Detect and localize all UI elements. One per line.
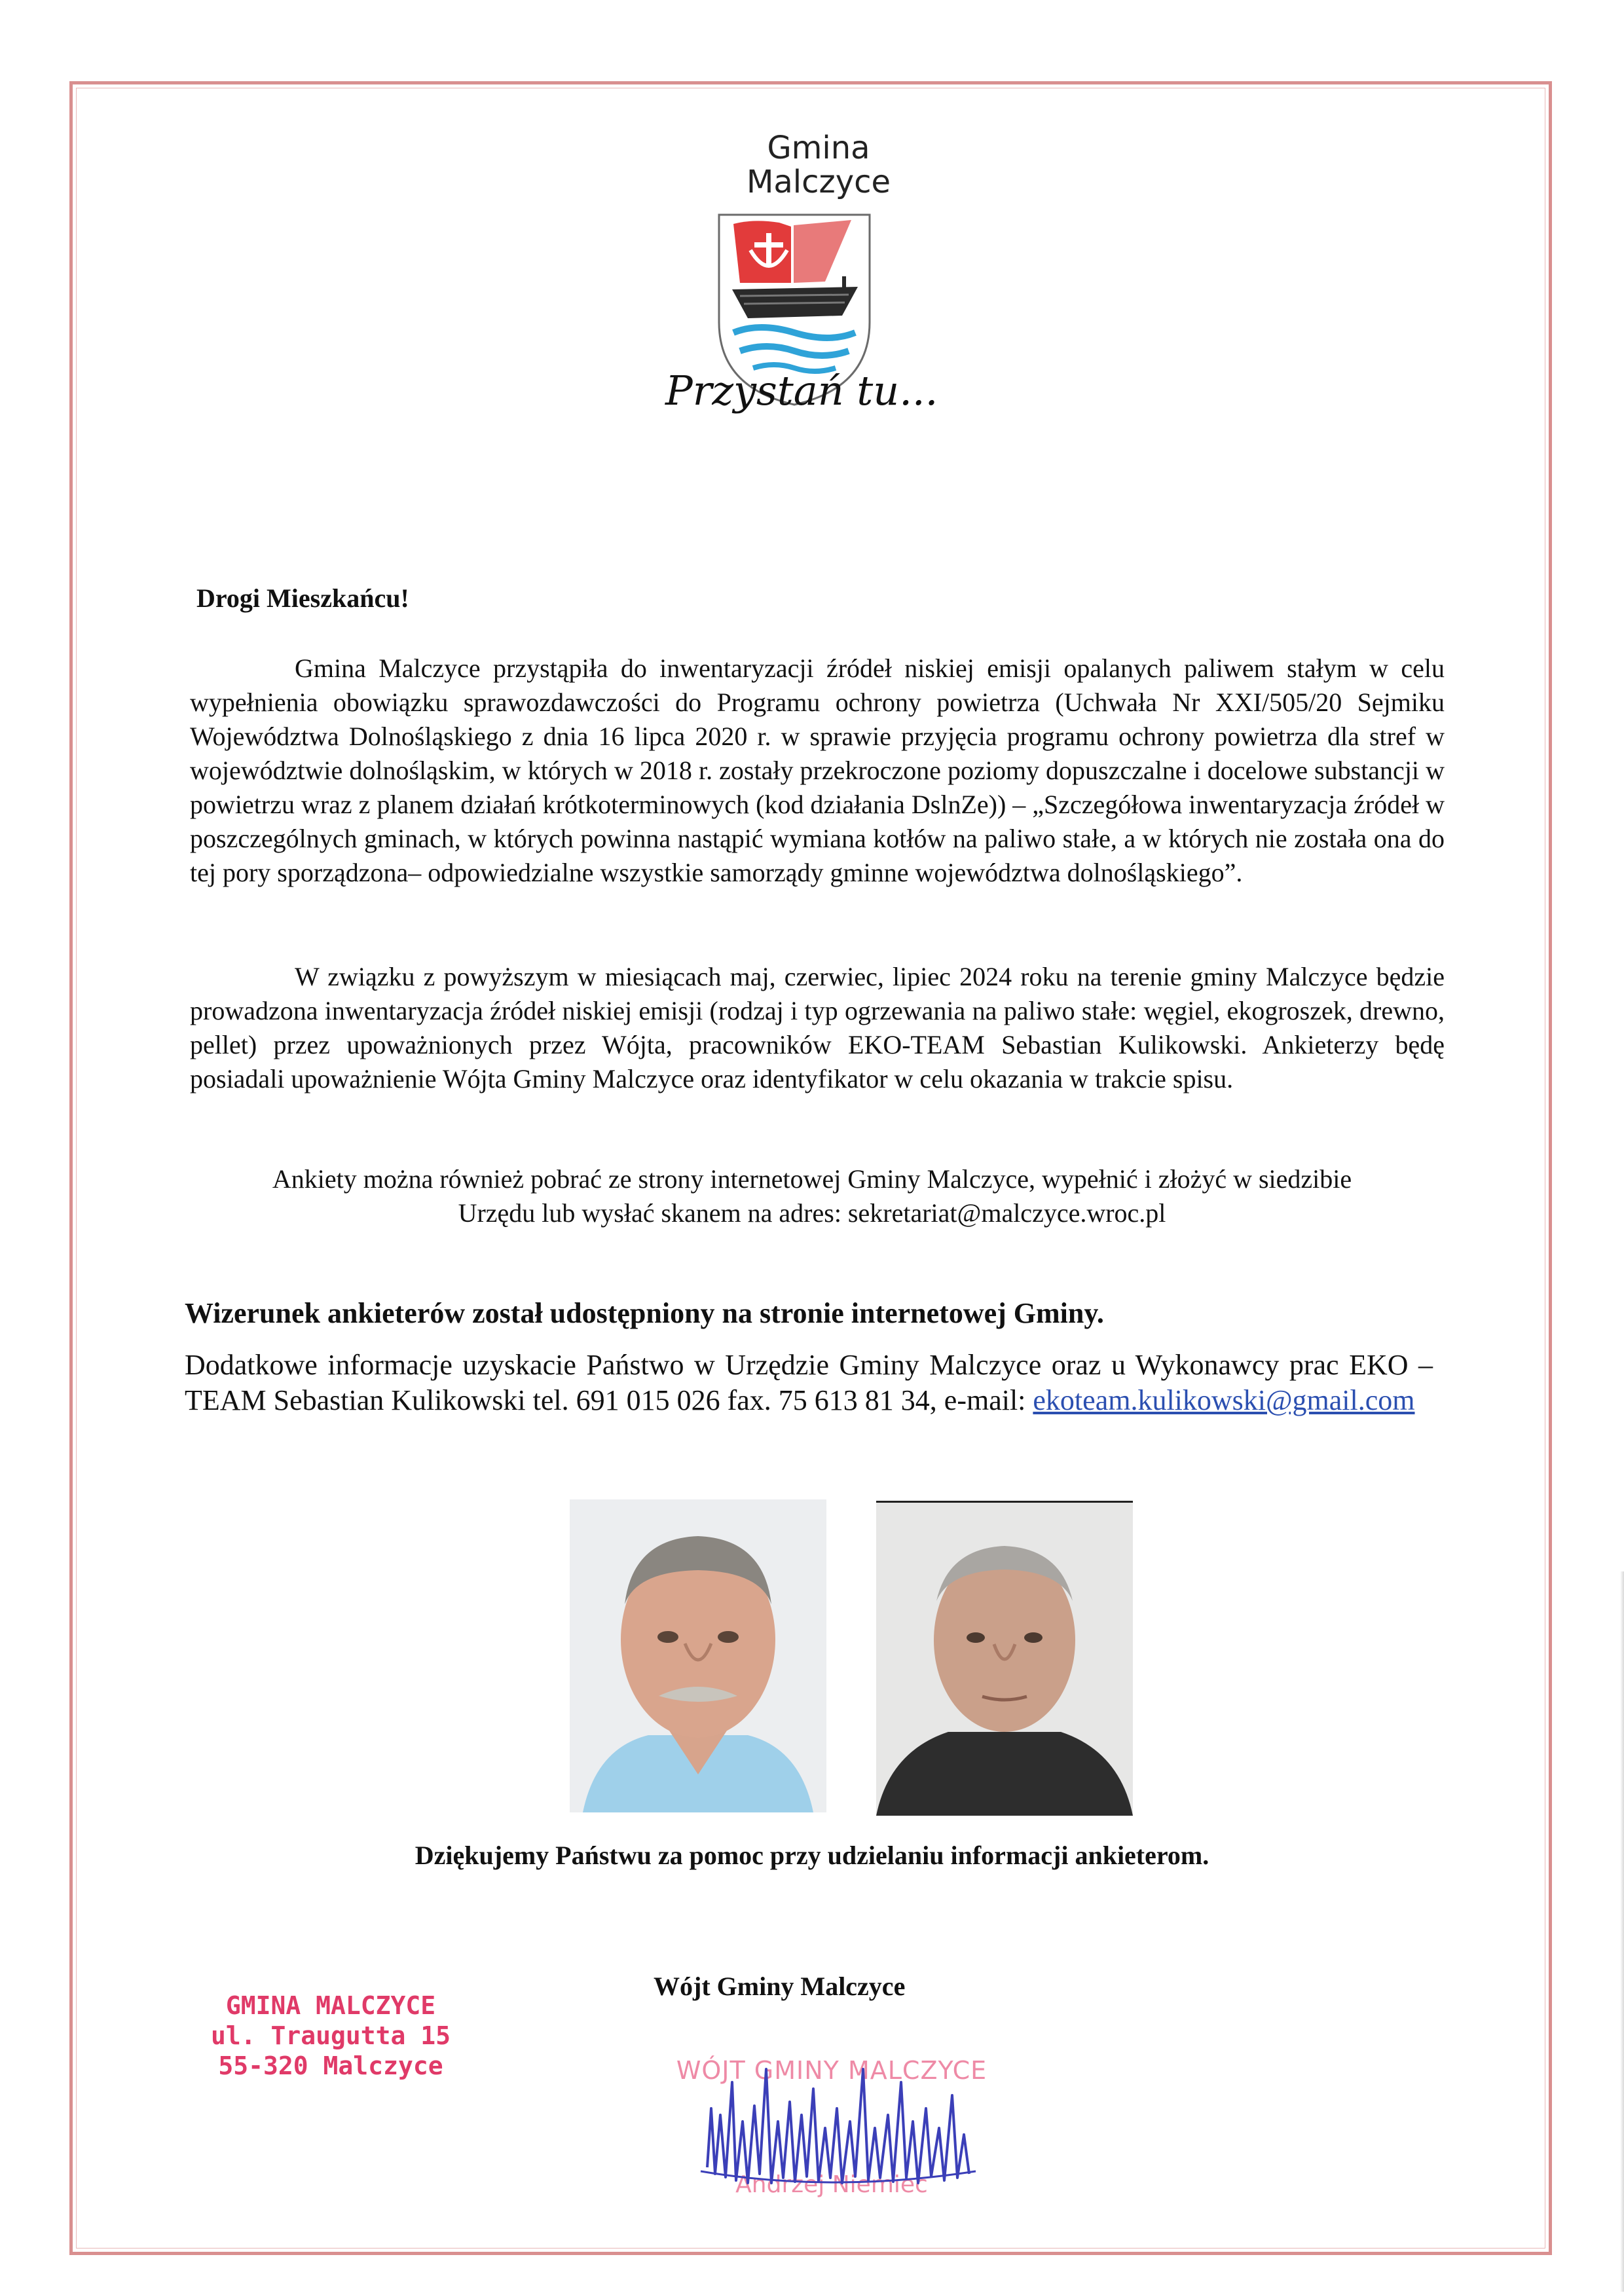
motto-text: Przystań tu...: [665, 367, 938, 414]
logo-line-1: Gmina: [767, 130, 870, 166]
motto-handwriting: [661, 354, 963, 432]
thank-you-note: Dziękujemy Państwu za pomoc przy udzielaniu informacji ankieterom.: [415, 1841, 1209, 1870]
contact-paragraph: [185, 1348, 1433, 1418]
stamp-line-1: GMINA MALCZYCE: [225, 1991, 436, 2020]
handwritten-signature-icon: [661, 2043, 1002, 2213]
paragraph-3-line-1: Ankiety można również pobrać ze strony internetowej Gminy Malczyce, wypełnić i złożyć w siedzibie: [272, 1164, 1352, 1194]
interviewer-photo-1: [570, 1499, 826, 1812]
mayor-signature-stamp: [661, 2043, 1002, 2213]
signature-stamp-name: Andrzej Niemiec: [735, 2171, 928, 2198]
interviewer-photo-2: [876, 1501, 1133, 1816]
paragraph-1: Gmina Malczyce przystąpiła do inwentaryzacji źródeł niskiej emisji opalanych paliwem stałym w celu wypełnienia obowiązku sprawozdawczości do Programu ochrony powietrza (Uchwała Nr XXI/505/20 Sejmiku Województwa Dolnośląskiego z dnia 16 lipca 2020 r. w sprawie przyjęcia programu ochrony powietrza dla stref w województwie dolnośląskim, w których w 2018 r. zostały przekroczone poziomy dopuszczalne i docelowe substancji w powietrzu wraz z planem działań krótkoterminowych (kod działania DslnZe)) – „Szczegółowa inwentaryzacja źródeł w poszczególnych gminach, w których powinna nastąpić wymiana kotłów na paliwo stałe, a w których nie została ona do tej pory sporządzona– odpowiedzialne wszystkie samorządy gminne województwa dolnośląskiego”.: [190, 653, 1445, 887]
greeting: Drogi Mieszkańcu!: [196, 583, 409, 613]
signature-stamp-title: WÓJT GMINY MALCZYCE: [676, 2056, 987, 2085]
paragraph-2: W związku z powyższym w miesiącach maj, czerwiec, lipiec 2024 roku na terenie gminy Malczyce będzie prowadzona inwentaryzacja źródeł niskiej emisji (rodzaj i typ ogrzewania na paliwo stałe: węgiel, ekogroszek, drewno, pellet) przez upoważnionych przez Wójta, pracowników EKO-TEAM Sebastian Kulikowski. Ankieterzy będę posiadali upoważnienie Wójta Gminy Malczyce oraz identyfikator w celu okazania w trakcie spisu.: [190, 962, 1445, 1093]
interviewers-image-heading: Wizerunek ankieterów został udostępniony na stronie internetowej Gminy.: [185, 1297, 1104, 1329]
municipality-address-stamp: [177, 1991, 485, 2081]
scan-edge-shadow: [1620, 1571, 1624, 2292]
contact-email-link[interactable]: ekoteam.kulikowski@gmail.com: [1033, 1384, 1415, 1416]
municipality-logo-text: [688, 131, 950, 199]
mayor-title: Wójt Gminy Malczyce: [654, 1972, 906, 2001]
logo-line-2: Malczyce: [746, 164, 891, 200]
contact-text: Dodatkowe informacje uzyskacie Państwo w Urzędzie Gminy Malczyce oraz u Wykonawcy prac EKO – TEAM Sebastian Kulikowski tel. 691 015 026 fax. 75 613 81 34, e-mail:: [185, 1349, 1433, 1416]
stamp-line-3: 55-320 Malczyce: [218, 2051, 443, 2080]
paragraph-3: [157, 1162, 1467, 1230]
paragraph-3-line-2: Urzędu lub wysłać skanem na adres: sekretariat@malczyce.wroc.pl: [458, 1198, 1166, 1228]
stamp-line-2: ul. Traugutta 15: [210, 2021, 451, 2050]
